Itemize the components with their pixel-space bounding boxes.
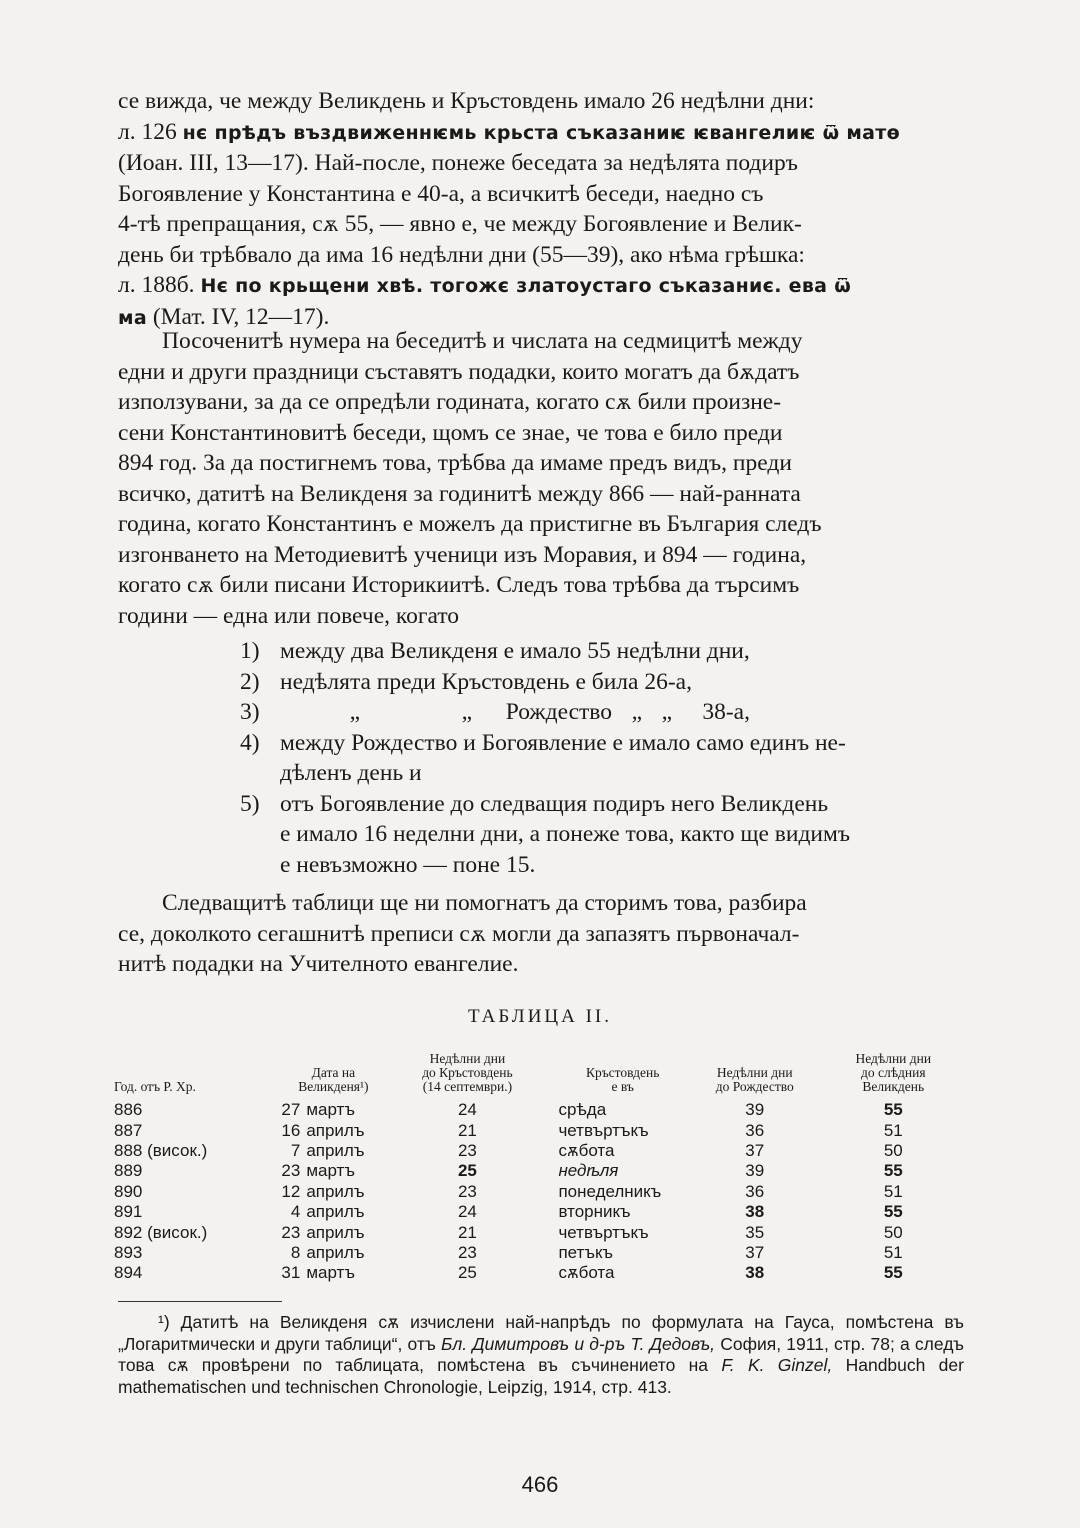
cross-value: 25 xyxy=(457,1161,477,1181)
list-line: между Рождество и Богоявление е имало само единъ не- xyxy=(280,729,846,756)
text-line: Богоявление у Константина е 40-а, а всичкитѣ беседи, наедно съ xyxy=(118,180,764,207)
cell-sundays-to-christmas xyxy=(687,1202,823,1222)
text-span: (Мат. IV, 12—17). xyxy=(152,303,330,330)
list-word: Рождество xyxy=(505,699,612,725)
header-sundays-to-christmas xyxy=(687,1052,823,1100)
easter-month: мартъ xyxy=(306,1100,355,1120)
christmas-value: 38 xyxy=(745,1263,765,1283)
easter-day: 7 xyxy=(290,1140,301,1160)
weekday-value: недѣля xyxy=(558,1161,619,1181)
next-easter-value: 50 xyxy=(883,1222,903,1242)
cell-year xyxy=(114,1120,270,1140)
next-easter-value: 51 xyxy=(883,1181,903,1201)
year-value: 893 xyxy=(114,1242,143,1262)
easter-month: априлъ xyxy=(306,1242,365,1262)
easter-day: 23 xyxy=(281,1161,301,1181)
easter-day: 16 xyxy=(281,1120,301,1140)
text-line: изгонването на Методиевитѣ ученици изъ Моравия, и 894 — година, xyxy=(118,541,807,568)
year-value: 890 xyxy=(114,1181,143,1201)
cell-weekday xyxy=(538,1222,687,1242)
christmas-value: 37 xyxy=(745,1242,765,1262)
text-line: се, доколкото сегашнитѣ преписи сѫ могли да запазятъ първоначал- xyxy=(118,920,800,947)
list-word: 38-а, xyxy=(702,699,750,725)
cell-sundays-to-next-easter xyxy=(823,1243,964,1263)
cell-sundays-to-next-easter xyxy=(823,1263,964,1283)
christmas-value: 35 xyxy=(745,1222,765,1242)
cell-easter-date xyxy=(270,1100,396,1120)
list-number: 1) xyxy=(240,638,260,664)
easter-day: 4 xyxy=(290,1202,301,1222)
easter-month: априлъ xyxy=(306,1202,365,1222)
paragraph-3 xyxy=(118,888,964,980)
cell-easter-date xyxy=(270,1120,396,1140)
table-row xyxy=(114,1161,964,1181)
text-span: л. 188б. xyxy=(118,272,195,298)
text-line: едни и други праздници съставятъ подадки, които могатъ да бѫдатъ xyxy=(118,358,800,385)
easter-month: мартъ xyxy=(306,1263,355,1283)
cell-sundays-to-christmas xyxy=(687,1120,823,1140)
cell-year xyxy=(114,1263,270,1283)
text-line: сени Константиновитѣ беседи, щомъ се знае, че това е било преди xyxy=(118,419,783,446)
header-text: до слѣдния xyxy=(860,1065,926,1080)
cell-weekday xyxy=(538,1263,687,1283)
next-easter-value: 55 xyxy=(883,1202,903,1222)
cell-sundays-to-christmas xyxy=(687,1182,823,1202)
page-number: 466 xyxy=(521,1472,559,1497)
table-row xyxy=(114,1202,964,1222)
footnote xyxy=(118,1312,964,1398)
header-easter-date xyxy=(270,1052,396,1100)
text-span: Бл. Димитровъ и д-ръ Т. Дедовъ, xyxy=(441,1333,716,1354)
cross-value: 21 xyxy=(457,1222,477,1242)
text-line: нитѣ подадки на Учителното евангелие. xyxy=(118,951,519,977)
text-line: (Иоан. III, 13—17). Най-после, понеже беседата за недѣлята подиръ xyxy=(118,150,798,176)
easter-day: 8 xyxy=(290,1242,301,1262)
table-row xyxy=(114,1100,964,1120)
leap-note: (висок.) xyxy=(147,1222,208,1242)
header-text: е въ xyxy=(611,1079,634,1094)
footnote-divider xyxy=(118,1301,282,1302)
text-line: година, когато Константинъ е можелъ да пристигне въ България следъ xyxy=(118,511,822,537)
cell-sundays-to-cross-day xyxy=(396,1263,538,1283)
header-text: до Кръстовдень xyxy=(422,1065,513,1080)
ditto-mark: „ xyxy=(631,699,642,725)
cell-year xyxy=(114,1222,270,1242)
cell-sundays-to-christmas xyxy=(687,1222,823,1242)
next-easter-value: 51 xyxy=(883,1242,903,1262)
table-caption: ТАБЛИЦА II. xyxy=(467,1006,613,1027)
easter-month: мартъ xyxy=(306,1161,355,1181)
cell-weekday xyxy=(538,1182,687,1202)
paragraph-1 xyxy=(118,86,964,333)
next-easter-value: 55 xyxy=(883,1263,903,1283)
church-slavonic-quote: Нє по крьщени хвѣ. тогожє златоустаго съказаниє. ева ѿ xyxy=(200,275,852,297)
numbered-list xyxy=(240,636,964,880)
cell-easter-date xyxy=(270,1202,396,1222)
christmas-value: 37 xyxy=(745,1140,765,1160)
text-line: Посоченитѣ нумера на беседитѣ и числата на седмицитѣ между xyxy=(162,328,803,354)
cell-sundays-to-next-easter xyxy=(823,1100,964,1120)
church-slavonic-quote: ма xyxy=(118,306,147,329)
cell-weekday xyxy=(538,1202,687,1222)
easter-day: 23 xyxy=(281,1222,301,1242)
list-item xyxy=(240,789,964,881)
table-header-row xyxy=(114,1052,964,1100)
ditto-mark: „ xyxy=(661,699,672,725)
weekday-value: срѣда xyxy=(558,1100,607,1120)
text-line: 894 год. За да постигнемъ това, трѣбва да имаме предъ видъ, преди xyxy=(118,450,792,476)
header-text: Недѣлни дни xyxy=(855,1051,932,1066)
list-number: 2) xyxy=(240,668,260,695)
list-number: 5) xyxy=(240,790,260,817)
year-value: 889 xyxy=(114,1161,143,1181)
text-line xyxy=(118,270,964,302)
cell-weekday xyxy=(538,1100,687,1120)
cell-weekday xyxy=(538,1161,687,1181)
list-line: дѣленъ день и xyxy=(280,760,422,786)
table-row xyxy=(114,1182,964,1202)
cross-value: 23 xyxy=(457,1140,477,1160)
cell-easter-date xyxy=(270,1161,396,1181)
cell-easter-date xyxy=(270,1263,396,1283)
cell-sundays-to-next-easter xyxy=(823,1161,964,1181)
next-easter-value: 55 xyxy=(883,1161,903,1181)
christmas-value: 36 xyxy=(745,1120,765,1140)
table-row xyxy=(114,1141,964,1161)
header-sundays-to-cross-day xyxy=(396,1052,538,1100)
cell-sundays-to-next-easter xyxy=(823,1141,964,1161)
cell-sundays-to-next-easter xyxy=(823,1120,964,1140)
weekday-value: сѫбота xyxy=(558,1140,615,1160)
ditto-mark: „ xyxy=(461,699,472,725)
cell-easter-date xyxy=(270,1222,396,1242)
ditto-mark: „ xyxy=(349,699,360,725)
cell-sundays-to-christmas xyxy=(687,1243,823,1263)
text-line xyxy=(118,117,964,149)
table-row xyxy=(114,1263,964,1283)
cell-year xyxy=(114,1182,270,1202)
text-line: Следващитѣ таблици ще ни помогнатъ да сторимъ това, разбира xyxy=(162,890,807,916)
weekday-value: понеделникъ xyxy=(558,1181,662,1201)
easter-month: априлъ xyxy=(306,1222,365,1242)
weekday-value: петъкъ xyxy=(558,1242,614,1262)
cross-value: 23 xyxy=(457,1181,477,1201)
cell-sundays-to-next-easter xyxy=(823,1182,964,1202)
weekday-value: четвъртъкъ xyxy=(558,1120,649,1140)
list-line: е невъзможно — поне 15. xyxy=(280,851,536,878)
easter-month: априлъ xyxy=(306,1140,365,1160)
cross-value: 24 xyxy=(457,1100,477,1120)
list-item xyxy=(240,636,964,667)
cell-weekday xyxy=(538,1243,687,1263)
table-row xyxy=(114,1120,964,1140)
cell-year xyxy=(114,1141,270,1161)
cross-value: 25 xyxy=(457,1263,477,1283)
cell-year xyxy=(114,1161,270,1181)
text-line: използувани, за да се опредѣли годината, когато сѫ били произне- xyxy=(118,389,782,415)
year-value: 891 xyxy=(114,1202,143,1222)
text-line: день би трѣбвало да има 16 недѣлни дни (55—39), ако нѣма грѣшка: xyxy=(118,241,805,268)
easter-table xyxy=(114,1052,964,1284)
cell-easter-date xyxy=(270,1243,396,1263)
easter-day: 12 xyxy=(281,1181,301,1201)
list-number: 4) xyxy=(240,729,260,756)
next-easter-value: 55 xyxy=(883,1100,903,1120)
header-text: Великденя¹) xyxy=(298,1079,369,1094)
header-text: Дата на xyxy=(311,1065,356,1080)
cell-sundays-to-next-easter xyxy=(823,1222,964,1242)
footnote-text xyxy=(118,1312,964,1398)
text-span: л. 126 xyxy=(118,118,177,145)
cell-easter-date xyxy=(270,1141,396,1161)
weekday-value: четвъртъкъ xyxy=(558,1222,649,1242)
easter-month: априлъ xyxy=(306,1181,365,1201)
cell-sundays-to-christmas xyxy=(687,1263,823,1283)
cell-sundays-to-cross-day xyxy=(396,1141,538,1161)
cell-weekday xyxy=(538,1120,687,1140)
cell-sundays-to-cross-day xyxy=(396,1243,538,1263)
text-line: се вижда, че между Великдень и Кръстовдень имало 26 недѣлни дни: xyxy=(118,88,815,114)
text-line: когато сѫ били писани Историкиитѣ. Следъ това трѣбва да търсимъ xyxy=(118,572,800,598)
list-line: отъ Богоявление до следващия подиръ него Великдень xyxy=(280,790,829,817)
cell-sundays-to-christmas xyxy=(687,1161,823,1181)
christmas-value: 39 xyxy=(745,1100,765,1120)
year-value: 887 xyxy=(114,1120,143,1140)
church-slavonic-quote: нє прѣдъ въздвиженнѥмь крьста съказаниѥ ѥвангелиѥ ѿ матѳ xyxy=(182,121,900,144)
cell-sundays-to-cross-day xyxy=(396,1202,538,1222)
cell-easter-date xyxy=(270,1182,396,1202)
header-text: Недѣлни дни xyxy=(429,1051,506,1066)
list-item xyxy=(240,667,964,698)
cell-sundays-to-christmas xyxy=(687,1141,823,1161)
next-easter-value: 51 xyxy=(883,1120,903,1140)
header-year xyxy=(114,1052,270,1100)
easter-day: 31 xyxy=(281,1263,301,1283)
year-value: 888 xyxy=(114,1140,143,1160)
header-text: Год. отъ Р. Хр. xyxy=(114,1079,196,1094)
text-line: 4-тѣ препращания, сѫ 55, — явно е, че между Богоявление и Велик- xyxy=(118,211,802,237)
table-row xyxy=(114,1243,964,1263)
table-body xyxy=(114,1100,964,1284)
year-value: 894 xyxy=(114,1263,143,1283)
list-item xyxy=(240,728,964,789)
easter-month: априлъ xyxy=(306,1120,365,1140)
leap-note: (висок.) xyxy=(147,1140,208,1160)
list-text xyxy=(280,697,964,728)
cell-sundays-to-next-easter xyxy=(823,1202,964,1222)
text-span: Датитѣ на Великденя сѫ изчислени най-напрѣдъ по формулата на Гауса, помѣстена въ „Логаритмически и други таблици“, отъ xyxy=(118,1312,964,1354)
christmas-value: 38 xyxy=(745,1202,765,1222)
year-value: 886 xyxy=(114,1100,143,1120)
cross-value: 24 xyxy=(457,1202,477,1222)
cell-year xyxy=(114,1243,270,1263)
text-line: всичко, датитѣ на Великденя за годинитѣ между 866 — най-ранната xyxy=(118,480,801,507)
cross-value: 21 xyxy=(457,1120,477,1140)
weekday-value: сѫбота xyxy=(558,1263,615,1283)
cell-year xyxy=(114,1202,270,1222)
header-text: Великдень xyxy=(862,1079,925,1094)
cell-sundays-to-cross-day xyxy=(396,1100,538,1120)
cell-sundays-to-cross-day xyxy=(396,1182,538,1202)
year-value: 892 xyxy=(114,1222,143,1242)
easter-day: 27 xyxy=(281,1100,301,1120)
list-text: недѣлята преди Кръстовдень е била 26-а, xyxy=(280,668,692,695)
text-span: Handbuch der mathematischen und technischen Chronologie, Leipzig, 1914, стр. 413. xyxy=(118,1355,964,1397)
cross-value: 23 xyxy=(457,1242,477,1262)
list-text: между два Великденя е имало 55 недѣлни дни, xyxy=(280,638,750,664)
cell-sundays-to-cross-day xyxy=(396,1120,538,1140)
list-number: 3) xyxy=(240,699,260,725)
header-sundays-to-next-easter xyxy=(823,1052,964,1100)
header-text: (14 септември.) xyxy=(422,1079,513,1094)
christmas-value: 39 xyxy=(745,1161,765,1181)
cell-sundays-to-christmas xyxy=(687,1100,823,1120)
paragraph-2 xyxy=(118,326,964,631)
list-text xyxy=(280,789,964,881)
cell-year xyxy=(114,1100,270,1120)
list-text xyxy=(280,728,964,789)
header-text: Недѣлни дни xyxy=(716,1065,793,1080)
header-cross-day-weekday xyxy=(538,1052,687,1100)
text-line: години — една или повече, когато xyxy=(118,602,460,629)
cell-sundays-to-cross-day xyxy=(396,1161,538,1181)
header-text: до Рождество xyxy=(715,1079,794,1094)
footnote-marker: ¹) xyxy=(158,1312,170,1332)
christmas-value: 36 xyxy=(745,1181,765,1201)
table-row xyxy=(114,1222,964,1242)
text-span: София, 1911, стр. 78; а следъ това сѫ провѣрени по таблицата, помѣстена въ съчинението на xyxy=(118,1333,964,1375)
weekday-value: вторникъ xyxy=(558,1202,631,1222)
text-span: F. K. Ginzel, xyxy=(721,1355,833,1375)
cell-weekday xyxy=(538,1141,687,1161)
list-item xyxy=(240,697,964,728)
list-line: е имало 16 неделни дни, а понеже това, както ще видимъ xyxy=(280,821,851,847)
cell-sundays-to-cross-day xyxy=(396,1222,538,1242)
next-easter-value: 50 xyxy=(883,1140,903,1160)
header-text: Кръстовдень xyxy=(585,1065,660,1080)
